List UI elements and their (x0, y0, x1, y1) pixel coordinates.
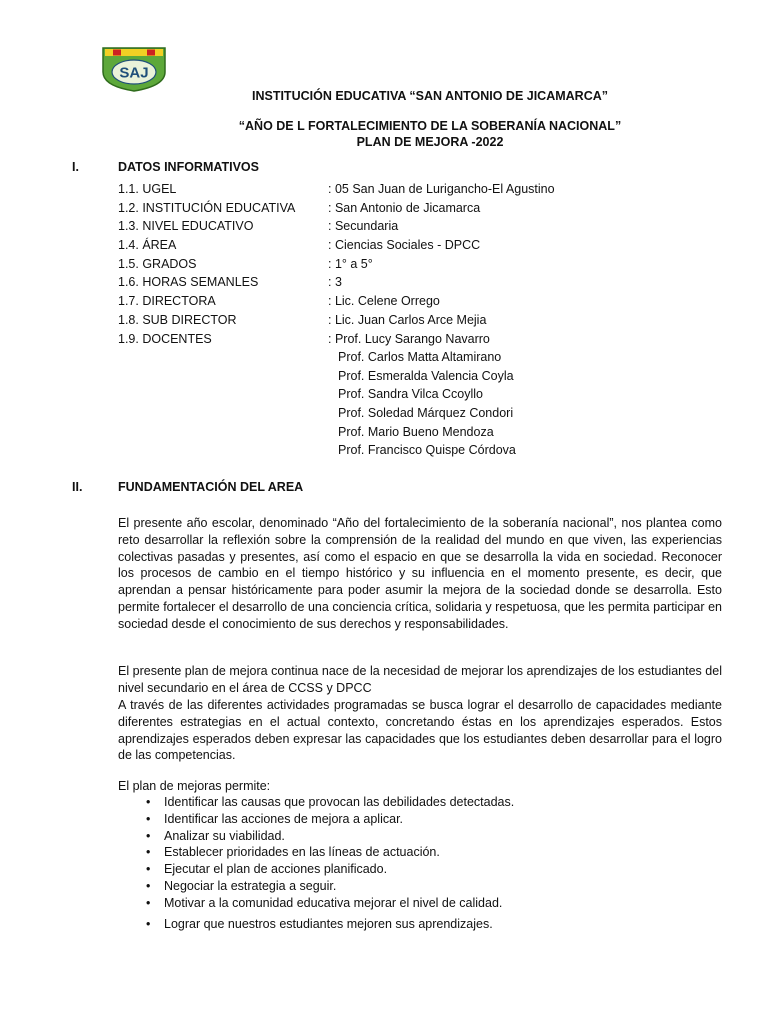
info-value: : Secundaria (328, 219, 399, 234)
list-intro: El plan de mejoras permite: (118, 779, 271, 793)
info-value: : Lic. Juan Carlos Arce Mejia (328, 312, 487, 327)
info-row-horas (118, 273, 678, 292)
info-label: 1.8. SUB DIRECTOR (118, 312, 237, 327)
shield-crest-icon (99, 42, 169, 92)
institution-title: INSTITUCIÓN EDUCATIVA “SAN ANTONIO DE JICAMARCA” (251, 89, 609, 103)
list-item: • Identificar las causas que provocan las debilidades detectadas. (118, 794, 718, 811)
section1-number: I. (72, 160, 79, 174)
info-row-docentes (118, 330, 678, 349)
info-label: 1.3. NIVEL EDUCATIVO (118, 219, 254, 234)
docente-item: Prof. Francisco Quispe Córdova (338, 443, 516, 458)
info-table (118, 180, 678, 348)
improvement-list (118, 794, 718, 932)
list-item: • Ejecutar el plan de acciones planificado. (118, 861, 718, 878)
year-title: “AÑO DE L FORTALECIMIENTO DE LA SOBERANÍA NACIONAL” (238, 119, 622, 133)
info-label: 1.2. INSTITUCIÓN EDUCATIVA (118, 200, 296, 215)
list-item: • Negociar la estrategia a seguir. (118, 878, 718, 895)
info-label: 1.4. ÁREA (118, 238, 177, 253)
list-item: • Establecer prioridades en las líneas de actuación. (118, 844, 718, 861)
section2-number: II. (72, 480, 83, 494)
paragraph-2a: El presente plan de mejora continua nace de la necesidad de mejorar los aprendizajes de los estudiantes del nivel secundario en el área de CCSS y DPCC (118, 664, 722, 695)
info-row-nivel (118, 217, 678, 236)
list-item: • Lograr que nuestros estudiantes mejoren sus aprendizajes. (118, 916, 718, 933)
info-row-area (118, 236, 678, 255)
info-row-ugel (118, 180, 678, 199)
list-item: • Identificar las acciones de mejora a aplicar. (118, 811, 718, 828)
info-value: : 3 (328, 275, 342, 290)
docentes-list (338, 348, 516, 460)
school-logo (99, 42, 169, 92)
section2-title: FUNDAMENTACIÓN DEL AREA (118, 480, 304, 494)
section1-title: DATOS INFORMATIVOS (118, 160, 259, 174)
info-label: 1.1. UGEL (118, 182, 177, 196)
info-label: 1.5. GRADOS (118, 256, 197, 271)
list-item: • Motivar a la comunidad educativa mejorar el nivel de calidad. (118, 895, 718, 912)
info-value: : Lic. Celene Orrego (328, 294, 440, 309)
info-value: : 05 San Juan de Lurigancho-El Agustino (328, 182, 555, 196)
info-label: 1.7. DIRECTORA (118, 294, 216, 309)
docente-item: Prof. Esmeralda Valencia Coyla (338, 368, 514, 383)
docente-item: Prof. Sandra Vilca Ccoyllo (338, 387, 483, 402)
list-item: • Analizar su viabilidad. (118, 828, 718, 845)
plan-title: PLAN DE MEJORA -2022 (356, 135, 504, 149)
info-value: : 1° a 5° (328, 256, 373, 271)
info-label: 1.6. HORAS SEMANLES (118, 275, 259, 290)
docente-item: Prof. Soledad Márquez Condori (338, 406, 514, 421)
info-row-directora (118, 292, 678, 311)
logo-text: SAJ (119, 64, 149, 82)
docente-item: Prof. Carlos Matta Altamirano (338, 350, 502, 364)
info-label: 1.9. DOCENTES (118, 331, 212, 346)
info-row-subdirector (118, 311, 678, 330)
docente-item: Prof. Mario Bueno Mendoza (338, 424, 494, 439)
info-row-institucion (118, 199, 678, 218)
info-value: : Ciencias Sociales - DPCC (328, 238, 481, 253)
info-row-grados (118, 255, 678, 274)
info-value: : Prof. Lucy Sarango Navarro (328, 331, 490, 346)
paragraph-2b: A través de las diferentes actividades programadas se busca lograr el desarrollo de capacidades mediante diferentes estrategias en el actual contexto, concretando éstas en los aprendizajes esperados. Estos aprendizajes esperados deben expresar las capacidades que los estudiantes deben desarrollar para el logro de las competencias. (118, 698, 722, 763)
info-value: : San Antonio de Jicamarca (328, 200, 481, 215)
paragraph-1: El presente año escolar, denominado “Año del fortalecimiento de la soberanía nacional”, nos plantea como reto desarrollar la reflexión sobre la comprensión de la realidad del mundo en que viven, las experiencias colectivas pasadas y presentes, así como el espacio en que se desarrolla la vida en sociedad. Reconocer los procesos de cambio en el tiempo histórico y su influencia en el momento presente, es decir, que aprendan a pensar históricamente para poder asumir la mejora de la sociedad donde se desarrolla. Esto permite fortalecer el desarrollo de una conciencia crítica, solidaria y respetuosa, que les permita participar en sociedad desde el conocimiento de sus derechos y responsabilidades. (118, 516, 722, 631)
